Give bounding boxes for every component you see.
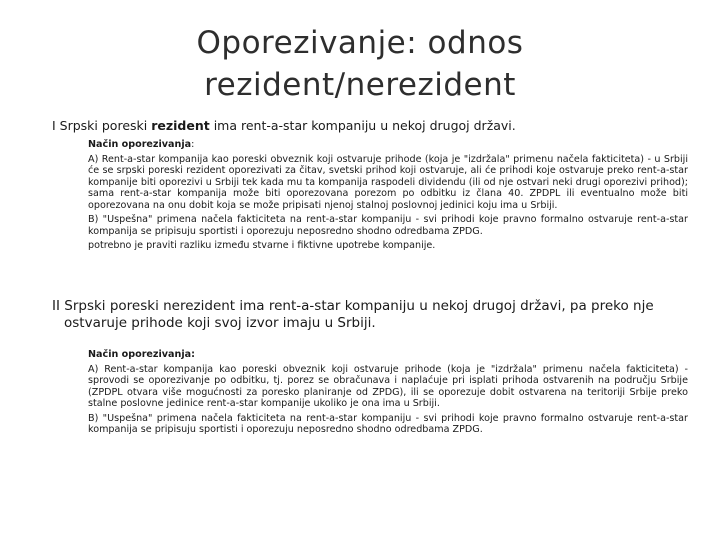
item-text: : [191, 139, 195, 150]
section-1-heading [52, 118, 692, 134]
list-item [52, 214, 688, 237]
list-item [52, 139, 688, 151]
section-1-suffix: ima rent-a-star kompaniju u nekoj drugoj državi. [209, 118, 516, 133]
list-item [52, 349, 688, 361]
item-text: potrebno je praviti razliku između stvarne i fiktivne upotrebe kompanije. [88, 240, 436, 251]
list-item [52, 364, 688, 410]
item-text: B) "Uspešna" primena načela fakticiteta na rent-a-star kompaniju - svi prihodi koje pravno formalno ostvaruje rent-a-star kompanija se pripisuju sportisti i oporezuju neposredno shodno odredbama ZPDG. [88, 214, 688, 237]
section-2-list [52, 349, 688, 439]
list-item [52, 240, 688, 252]
section-2-heading [52, 298, 692, 332]
list-item [52, 413, 688, 436]
section-1-list [52, 139, 688, 255]
item-text: A) Rent-a-star kompanija kao poreski obveznik koji ostvaruje prihode (koja je "izdržala" primenu načela fakticiteta) - sprovodi se oporezivanje po odbitku, tj. porez se obračunava i naplaćuje pri isplati prihoda ostvarenih na području Srbije (ZPDPL otvara više mogućnosti za poresko planiranje od ZPDG), ili se oporezuje dobit ostvarena na teritoriji Srbije preko stalne poslovne jedinice rent-a-star kompanije ukoliko je ona ima u Srbiji. [88, 363, 688, 409]
item-text: A) Rent-a-star kompanija kao poreski obveznik koji ostvaruje prihode (koja je "izdržala" primenu načela fakticiteta) - u Srbiji će se srpski poreski rezident oporezivati za čitav, svetski prihod koji ostvaruje, ali će prihodi koje ostvaruje preko rent-a-star kompanije biti oporezivi u Srbiji tek kada mu ta kompanija raspodeli dividendu (ili od nje ostvari neki drugi oporezivi prihod); sama rent-a-star kompanija može biti oporezovana porezom po odbitku iz člana 40. ZPDPL ili eventualno može biti oporezovana na onu dobit koja se može pripisati njenoj stalnoj poslovnoj jedinici koju ima u Srbiji. [88, 153, 688, 211]
item-text: B) "Uspešna" primena načela fakticiteta na rent-a-star kompaniju - svi prihodi koje pravno formalno ostvaruje rent-a-star kompanija se pripisuju sportisti i oporezuju neposredno shodno odredbama ZPDG. [88, 412, 688, 435]
section-1-emphasis: rezident [151, 118, 210, 133]
item-label: Način oporezivanja: [88, 349, 195, 360]
section-1-prefix: I Srpski poreski [52, 118, 152, 133]
slide-title: Oporezivanje: odnos rezident/nerezident [196, 25, 524, 103]
list-item [52, 154, 688, 212]
section-2-line-1: II Srpski poreski nerezident ima rent-a-star kompaniju u nekoj drugoj državi, pa preko nje [52, 298, 654, 314]
item-label: Način oporezivanja [88, 139, 192, 150]
section-2-line-2: ostvaruje prihode koji svoj izvor imaju u Srbiji. [64, 315, 376, 331]
